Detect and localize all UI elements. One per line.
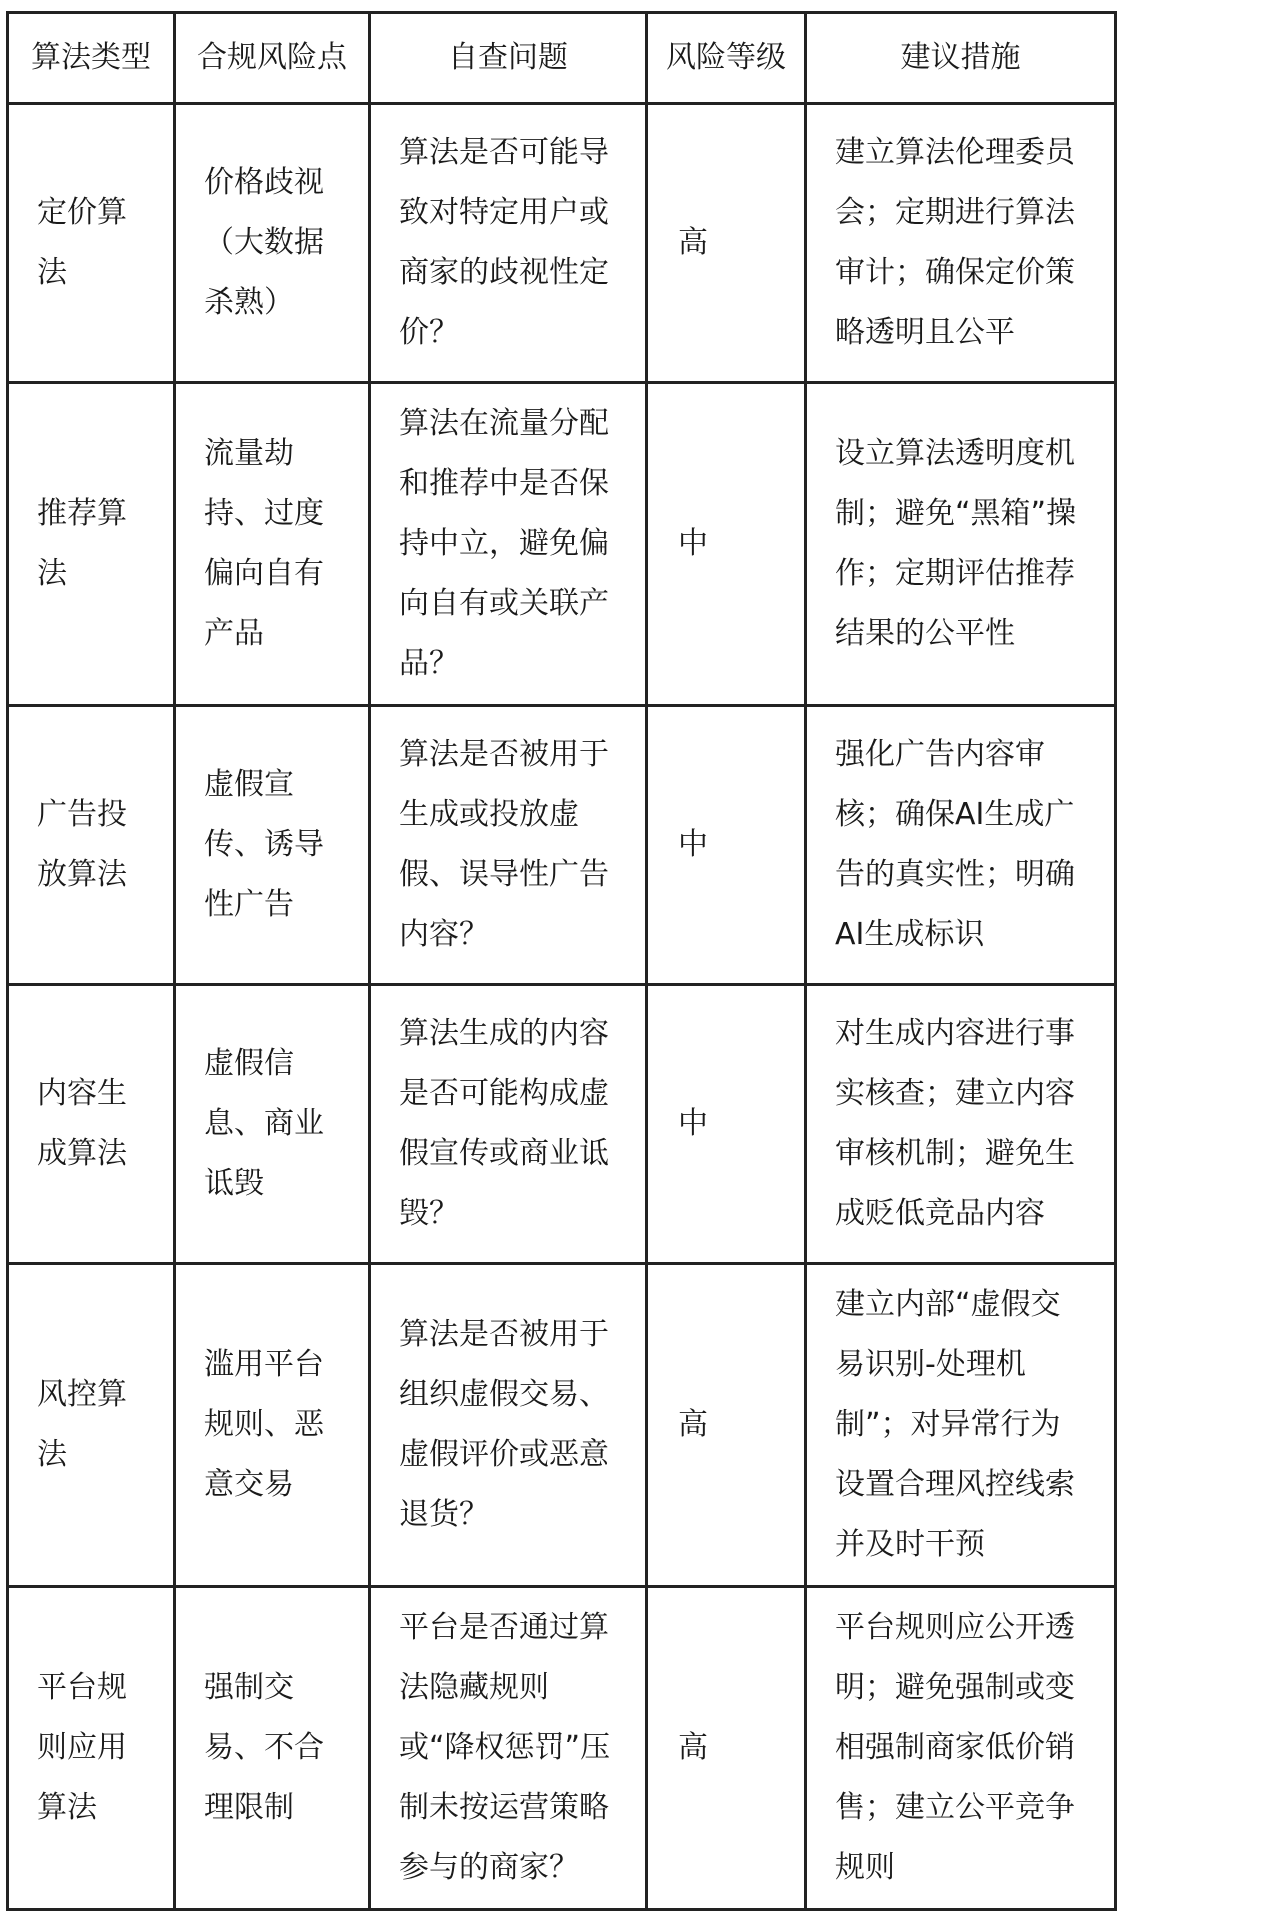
cell-algorithm-type: 推荐算法: [8, 383, 175, 706]
cell-suggested-measures: 建立内部“虚假交易识别-处理机制”；对异常行为设置合理风控线索并及时干预: [806, 1264, 1116, 1587]
cell-self-check-question: 算法生成的内容是否可能构成虚假宣传或商业诋毁？: [370, 985, 647, 1264]
table-row: [8, 1264, 1116, 1587]
algorithm-compliance-table: [6, 11, 1117, 1911]
cell-self-check-question: 平台是否通过算法隐藏规则或“降权惩罚”压制未按运营策略参与的商家？: [370, 1587, 647, 1910]
cell-algorithm-type: 定价算法: [8, 104, 175, 383]
cell-algorithm-type: 平台规则应用算法: [8, 1587, 175, 1910]
cell-risk-level: 中: [647, 985, 806, 1264]
header-compliance-risk: 合规风险点: [175, 13, 370, 104]
table-row: [8, 1587, 1116, 1910]
cell-self-check-question: 算法是否可能导致对特定用户或商家的歧视性定价？: [370, 104, 647, 383]
cell-compliance-risk: 滥用平台规则、恶意交易: [175, 1264, 370, 1587]
table-header-row: [8, 13, 1116, 104]
cell-compliance-risk: 虚假宣传、诱导性广告: [175, 706, 370, 985]
table-row: [8, 383, 1116, 706]
cell-risk-level: 中: [647, 383, 806, 706]
cell-algorithm-type: 风控算法: [8, 1264, 175, 1587]
cell-risk-level: 高: [647, 1587, 806, 1910]
cell-compliance-risk: 虚假信息、商业诋毁: [175, 985, 370, 1264]
cell-risk-level: 中: [647, 706, 806, 985]
header-risk-level: 风险等级: [647, 13, 806, 104]
cell-suggested-measures: 建立算法伦理委员会；定期进行算法审计；确保定价策略透明且公平: [806, 104, 1116, 383]
cell-self-check-question: 算法是否被用于生成或投放虚假、误导性广告内容？: [370, 706, 647, 985]
header-self-check-question: 自查问题: [370, 13, 647, 104]
cell-suggested-measures: 强化广告内容审核；确保AI生成广告的真实性；明确AI生成标识: [806, 706, 1116, 985]
cell-risk-level: 高: [647, 104, 806, 383]
cell-algorithm-type: 内容生成算法: [8, 985, 175, 1264]
cell-compliance-risk: 价格歧视（大数据杀熟）: [175, 104, 370, 383]
cell-compliance-risk: 流量劫持、过度偏向自有产品: [175, 383, 370, 706]
cell-algorithm-type: 广告投放算法: [8, 706, 175, 985]
compliance-table-wrapper: [6, 11, 1117, 1911]
header-algorithm-type: 算法类型: [8, 13, 175, 104]
table-row: [8, 706, 1116, 985]
header-suggested-measures: 建议措施: [806, 13, 1116, 104]
table-row: [8, 104, 1116, 383]
cell-self-check-question: 算法是否被用于组织虚假交易、虚假评价或恶意退货？: [370, 1264, 647, 1587]
cell-suggested-measures: 对生成内容进行事实核查；建立内容审核机制；避免生成贬低竞品内容: [806, 985, 1116, 1264]
cell-compliance-risk: 强制交易、不合理限制: [175, 1587, 370, 1910]
cell-suggested-measures: 平台规则应公开透明；避免强制或变相强制商家低价销售；建立公平竞争规则: [806, 1587, 1116, 1910]
cell-suggested-measures: 设立算法透明度机制；避免“黑箱”操作；定期评估推荐结果的公平性: [806, 383, 1116, 706]
cell-risk-level: 高: [647, 1264, 806, 1587]
cell-self-check-question: 算法在流量分配和推荐中是否保持中立，避免偏向自有或关联产品？: [370, 383, 647, 706]
table-row: [8, 985, 1116, 1264]
